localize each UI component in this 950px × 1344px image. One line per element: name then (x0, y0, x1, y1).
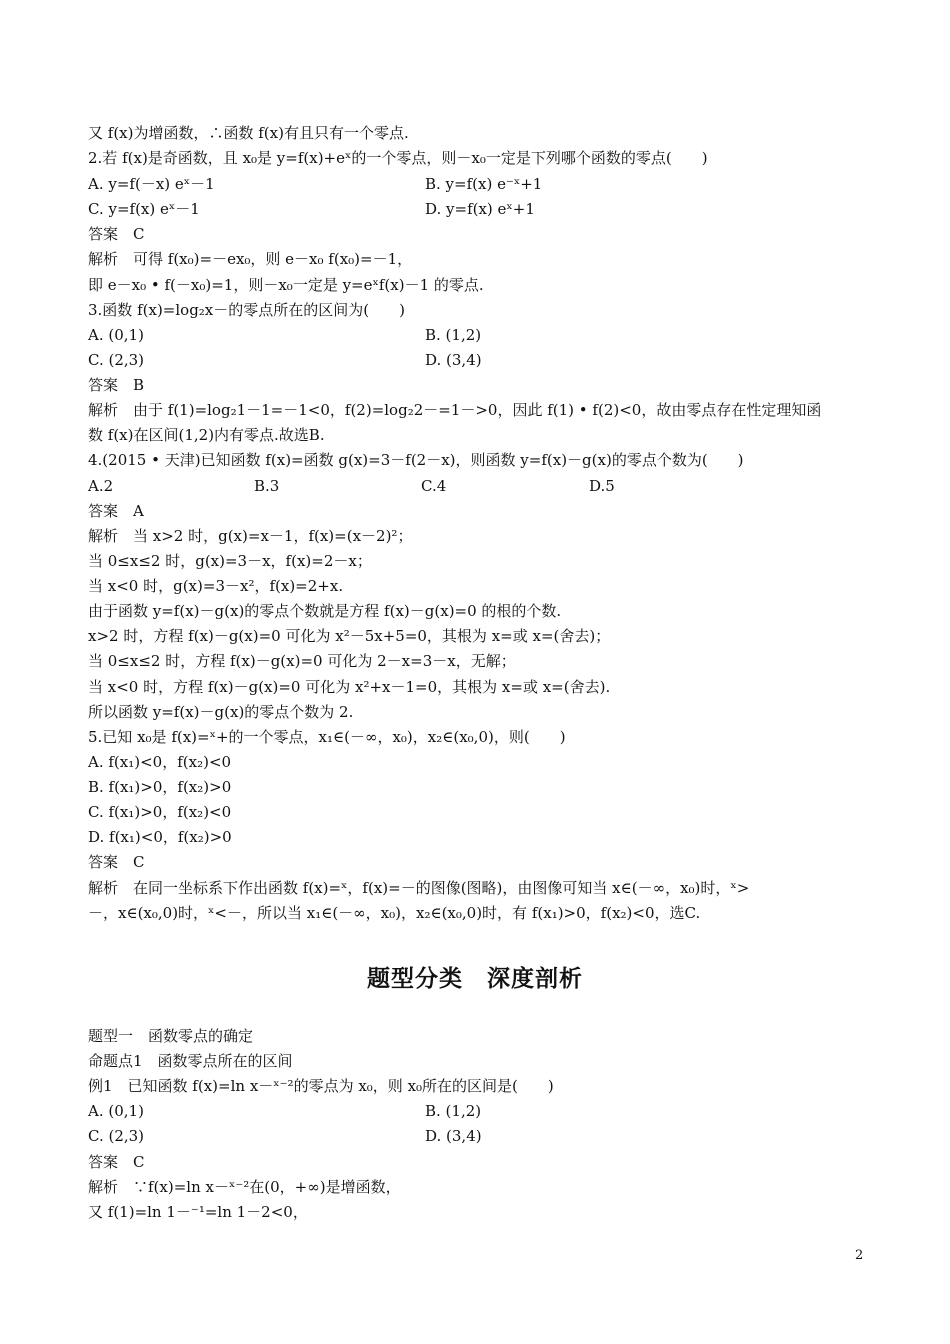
text-line: 由于函数 y=f(x)－g(x)的零点个数就是方程 f(x)－g(x)=0 的根的个数. (88, 602, 562, 620)
option-b: B.3 (254, 477, 280, 495)
option-b: B. y=f(x) e⁻ˣ+1 (425, 175, 543, 193)
analysis: 解析 由于 f(1)=log₂1－1=－1<0，f(2)=log₂2－=1－>0，因此 f(1) • f(2)<0，故由零点存在性定理知函 (88, 401, 822, 419)
option-c: C. (2,3) (88, 351, 145, 369)
text-line: －，x∈(x₀,0)时，ˣ<－，所以当 x₁∈(－∞，x₀)，x₂∈(x₀,0)时，有 f(x₁)>0，f(x₂)<0，选C. (88, 904, 701, 922)
answer: 答案 C (88, 853, 145, 871)
question-4: 4.(2015 • 天津)已知函数 f(x)=函数 g(x)=3－f(2－x)，则函数 y=f(x)－g(x)的零点个数为( ) (88, 451, 744, 469)
text-line: 又 f(x)为增函数，∴函数 f(x)有且只有一个零点. (88, 124, 409, 142)
answer: 答案 B (88, 376, 145, 394)
page-number: 2 (855, 1248, 864, 1263)
option-d: D. (3,4) (425, 351, 482, 369)
text-line: 所以函数 y=f(x)－g(x)的零点个数为 2. (88, 703, 354, 721)
analysis: 解析 在同一坐标系下作出函数 f(x)=ˣ，f(x)=－的图像(图略)，由图像可知当 x∈(－∞，x₀)时，ˣ> (88, 879, 750, 897)
option-d: D. y=f(x) eˣ+1 (425, 200, 535, 218)
topic-title: 题型一 函数零点的确定 (88, 1027, 254, 1045)
example-1: 例1 已知函数 f(x)=ln x－ˣ⁻²的零点为 x₀，则 x₀所在的区间是( ) (88, 1077, 554, 1095)
option-c: C.4 (421, 477, 447, 495)
option-d: D. f(x₁)<0，f(x₂)>0 (88, 828, 232, 846)
option-a: A.2 (88, 477, 114, 495)
option-c: C. (2,3) (88, 1127, 145, 1145)
text-line: 当 0≤x≤2 时，方程 f(x)－g(x)=0 可化为 2－x=3－x，无解； (88, 652, 516, 670)
option-c: C. y=f(x) eˣ－1 (88, 200, 200, 218)
text-line: 数 f(x)在区间(1,2)内有零点.故选B. (88, 426, 325, 444)
option-b: B. (1,2) (425, 326, 482, 344)
option-d: D. (3,4) (425, 1127, 482, 1145)
analysis: 解析 当 x>2 时，g(x)=x－1，f(x)=(x－2)²； (88, 527, 413, 545)
option-b: B. f(x₁)>0，f(x₂)>0 (88, 778, 232, 796)
text-line: 又 f(1)=ln 1－⁻¹=ln 1－2<0， (88, 1203, 308, 1221)
option-a: A. f(x₁)<0，f(x₂)<0 (88, 753, 232, 771)
question-2: 2.若 f(x)是奇函数，且 x₀是 y=f(x)+eˣ的一个零点，则－x₀一定是下列哪个函数的零点( ) (88, 149, 708, 167)
subtopic-title: 命题点1 函数零点所在的区间 (88, 1052, 293, 1070)
answer: 答案 C (88, 1153, 145, 1171)
option-c: C. f(x₁)>0，f(x₂)<0 (88, 803, 232, 821)
text-line: 当 x<0 时，g(x)=3－x²，f(x)=2+x. (88, 577, 344, 595)
option-a: A. (0,1) (88, 326, 144, 344)
text-line: 当 x<0 时，方程 f(x)－g(x)=0 可化为 x²+x－1=0，其根为 x=或 x=(舍去). (88, 678, 611, 696)
section-heading: 题型分类 深度剖析 (367, 966, 583, 992)
question-3: 3.函数 f(x)=log₂x－的零点所在的区间为( ) (88, 301, 405, 319)
option-a: A. (0,1) (88, 1102, 144, 1120)
answer: 答案 A (88, 502, 144, 520)
text-line: 即 e－x₀ • f(－x₀)=1，则－x₀一定是 y=eˣf(x)－1 的零点. (88, 276, 484, 294)
question-5: 5.已知 x₀是 f(x)=ˣ+的一个零点，x₁∈(－∞，x₀)，x₂∈(x₀,0)，则( ) (88, 728, 566, 746)
option-d: D.5 (589, 477, 615, 495)
text-line: 当 0≤x≤2 时，g(x)=3－x，f(x)=2－x； (88, 552, 372, 570)
analysis: 解析 ∵f(x)=ln x－ˣ⁻²在(0，+∞)是增函数， (88, 1178, 401, 1196)
option-b: B. (1,2) (425, 1102, 482, 1120)
option-a: A. y=f(－x) eˣ－1 (88, 175, 215, 193)
text-line: x>2 时，方程 f(x)－g(x)=0 可化为 x²－5x+5=0，其根为 x=或 x=(舍去)； (88, 627, 611, 645)
answer: 答案 C (88, 225, 145, 243)
analysis: 解析 可得 f(x₀)=－ex₀，则 e－x₀ f(x₀)=－1， (88, 250, 413, 268)
